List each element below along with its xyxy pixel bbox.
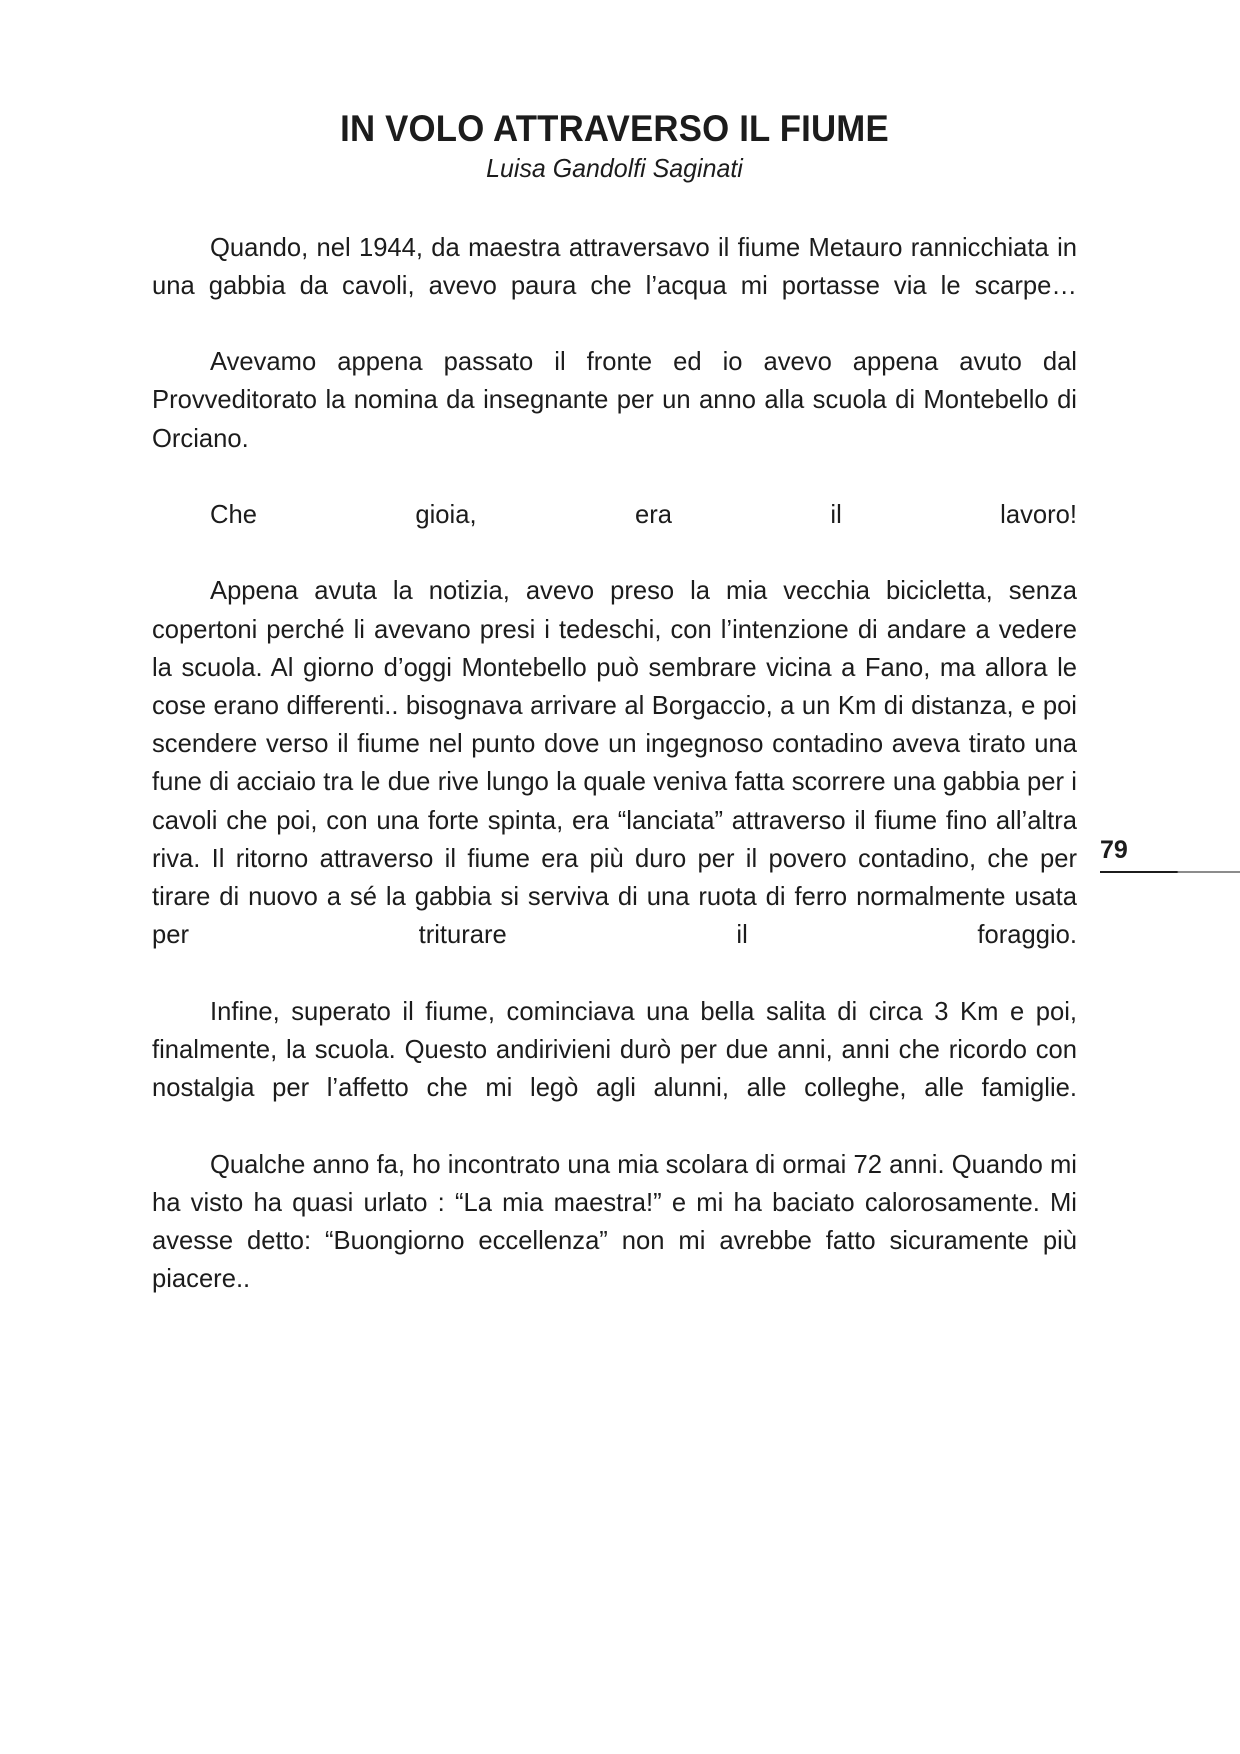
page-number: 79: [1100, 836, 1128, 864]
paragraph: Avevamo appena passato il fronte ed io avevo appena avuto dal Provveditorato la nomina da insegnante per un anno alla scuola di Montebello di Orciano.: [152, 348, 1077, 453]
paragraph: Che gioia, era il lavoro!: [210, 501, 1077, 530]
paragraph: Qualche anno fa, ho incontrato una mia scolara di ormai 72 anni. Quando mi ha visto ha quasi urlato : “La mia maestra!” e mi ha baciato calorosamente. Mi avesse detto: “Buongiorno eccellenza” non mi avrebbe fatto sicuramente più piacere..: [152, 1150, 1077, 1294]
text-column: [152, 108, 1077, 1337]
author-byline: Luisa Gandolfi Saginati: [486, 153, 743, 184]
page-title: IN VOLO ATTRAVERSO IL FIUME: [340, 108, 889, 149]
folio-rule: [1100, 871, 1240, 873]
paragraph: Infine, superato il fiume, cominciava una bella salita di circa 3 Km e poi, finalmente, la scuola. Questo andirivieni durò per due anni, anni che ricordo con nostalgia per l’affetto che mi legò agli alunni, alle colleghe, alle famiglie.: [152, 997, 1077, 1103]
page-folio: [1100, 838, 1240, 873]
paragraph: Quando, nel 1944, da maestra attraversavo il fiume Metauro rannicchiata in una gabbia da cavoli, avevo paura che l’acqua mi portasse via le scarpe…: [152, 233, 1077, 300]
article-body: [152, 229, 1077, 1337]
paragraph: Appena avuta la notizia, avevo preso la mia vecchia bicicletta, senza copertoni perché li avevano presi i tedeschi, con l’intenzione di andare a vedere la scuola. Al giorno d’oggi Montebello può sembrare vicina a Fano, ma allora le cose erano differenti.. bisognava arrivare al Borgaccio, a un Km di distanza, e poi scendere verso il fiume nel punto dove un ingegnoso contadino aveva tirato una fune di acciaio tra le due rive lungo la quale veniva fatta scorrere una gabbia per i cavoli che poi, con una forte spinta, era “lanciata” attraverso il fiume fino all’altra riva. Il ritorno attraverso il fiume era più duro per il povero contadino, che per tirare di nuovo a sé la gabbia si serviva di una ruota di ferro normalmente usata per triturare il foraggio.: [152, 577, 1077, 950]
